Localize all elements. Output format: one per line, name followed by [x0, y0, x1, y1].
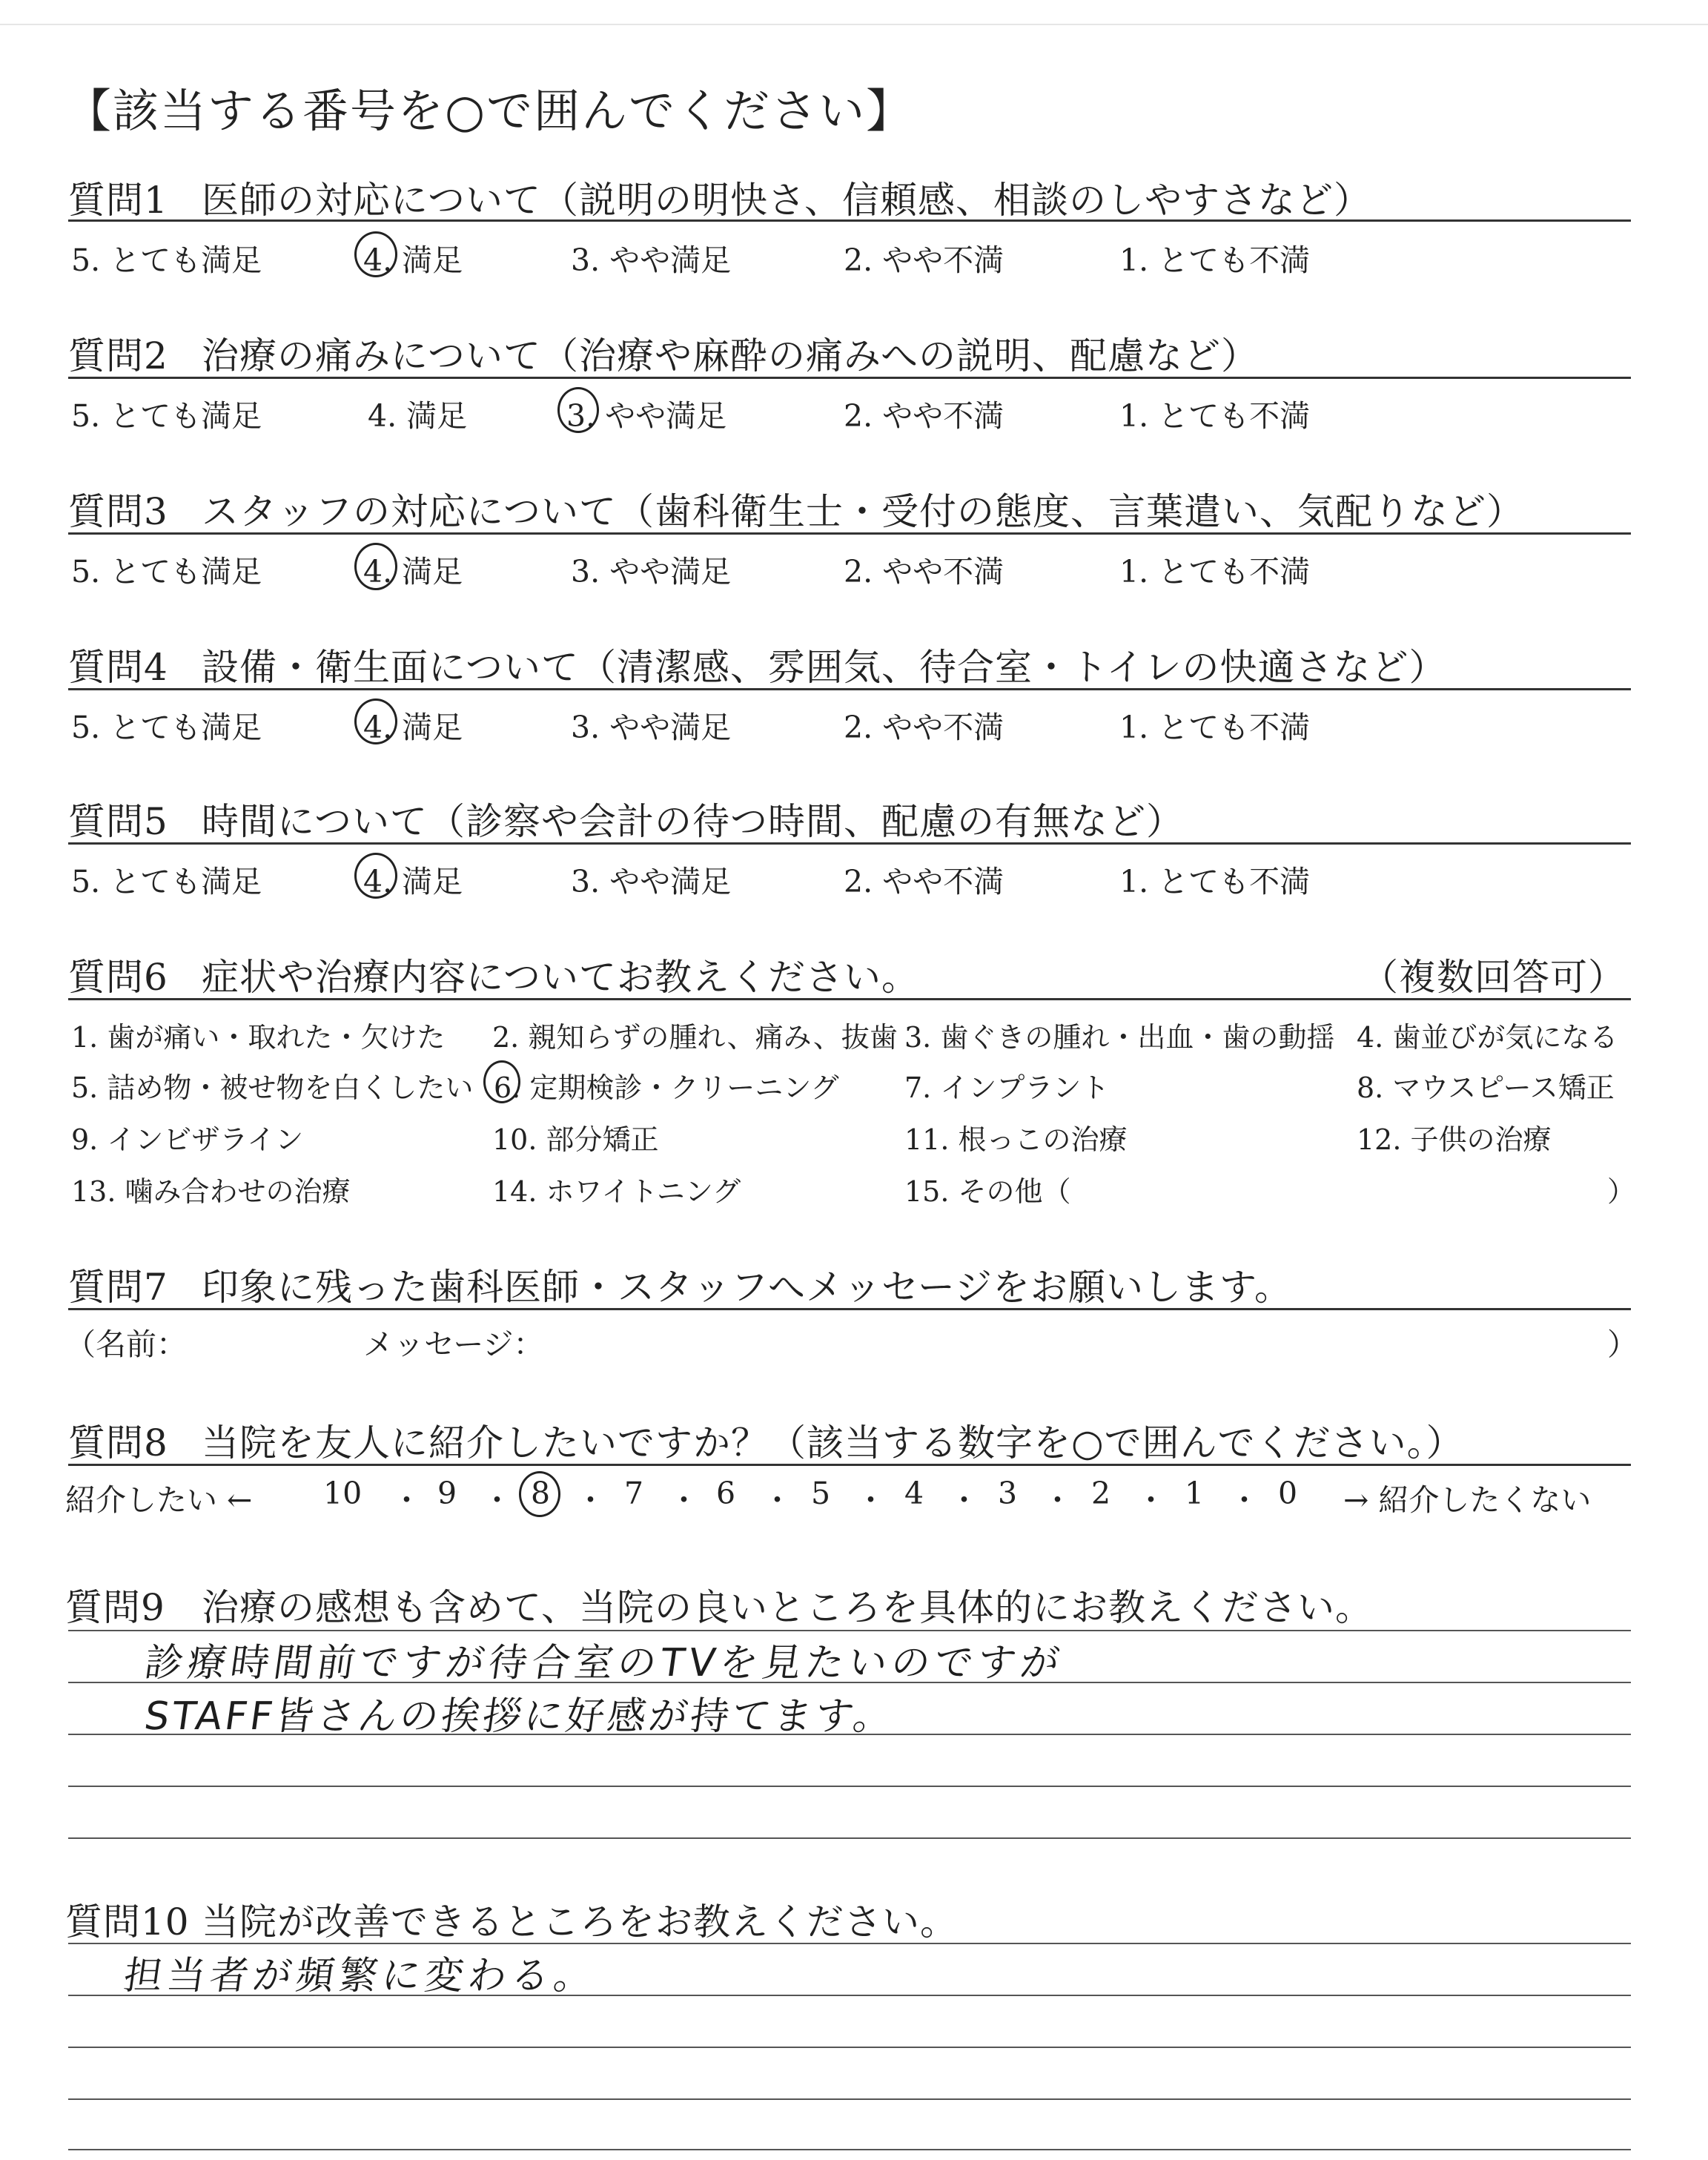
q6-option-10[interactable]: 10. 部分矯正 [492, 1123, 659, 1156]
q9-answer-line [68, 1734, 1631, 1735]
q9-handwritten-answer-2: STAFF皆さんの挨拶に好感が持てます。 [142, 1694, 898, 1739]
q3-option-2[interactable]: 2. やや不満 [844, 554, 1004, 589]
q8-sep: ・ [949, 1482, 979, 1518]
q3-option-4[interactable]: 4. 満足 [363, 554, 463, 589]
q6-option-7[interactable]: 7. インプラント [904, 1071, 1110, 1104]
q5-option-5[interactable]: 5. とても満足 [71, 864, 262, 899]
q10-answer-line [68, 2149, 1631, 2150]
q2-text: 治療の痛みについて（治療や麻酔の痛みへの説明、配慮など） [202, 334, 1259, 377]
q5-option-4[interactable]: 4. 満足 [363, 864, 463, 899]
q5-label: 質問5 [68, 800, 168, 843]
q8-sep: ・ [482, 1482, 512, 1518]
q4-option-3[interactable]: 3. やや満足 [571, 710, 732, 745]
q2-selection-circle [557, 387, 599, 433]
q6-option-6[interactable]: 6. 定期検診・クリーニング [494, 1071, 839, 1104]
q10-answer-line [68, 1995, 1631, 1996]
q4-selection-circle [354, 698, 397, 744]
q6-label: 質問6 [68, 956, 168, 999]
q4-option-5[interactable]: 5. とても満足 [71, 710, 262, 745]
q2-label: 質問2 [68, 334, 168, 377]
q1-option-1[interactable]: 1. とても不満 [1119, 242, 1311, 278]
q8-sep: ・ [762, 1482, 792, 1518]
q8-number-3[interactable]: 3 [998, 1476, 1018, 1511]
q1-selection-circle [354, 231, 397, 277]
q6-option-15[interactable]: 15. その他（ [904, 1175, 1071, 1208]
q5-option-1[interactable]: 1. とても不満 [1119, 864, 1311, 899]
q6-rule [68, 998, 1631, 1000]
q6-option-12[interactable]: 12. 子供の治療 [1357, 1123, 1552, 1156]
q10-label: 質問10 [65, 1900, 190, 1943]
q8-text: 当院を友人に紹介したいですか？（該当する数字を○で囲んでください。） [202, 1421, 1464, 1464]
q8-right-label: → 紹介したくない [1343, 1482, 1592, 1518]
q7-name-label: （名前： [65, 1327, 187, 1362]
q6-option-11[interactable]: 11. 根っこの治療 [904, 1123, 1128, 1156]
q1-label: 質問1 [68, 179, 168, 222]
form-header: 【該当する番号を○で囲んでください】 [65, 84, 914, 138]
q10-answer-line [68, 2047, 1631, 2048]
q8-sep: ・ [1042, 1482, 1073, 1518]
q3-option-5[interactable]: 5. とても満足 [71, 554, 262, 589]
q8-number-6[interactable]: 6 [716, 1476, 736, 1511]
q10-answer-line [68, 2098, 1631, 2100]
q4-text: 設備・衛生面について（清潔感、雰囲気、待合室・トイレの快適さなど） [202, 646, 1447, 689]
q8-number-0[interactable]: 0 [1278, 1476, 1298, 1511]
q7-label: 質問7 [68, 1266, 168, 1309]
q8-number-5[interactable]: 5 [811, 1476, 831, 1511]
q6-option-13[interactable]: 13. 噛み合わせの治療 [71, 1175, 351, 1208]
q8-rule [68, 1464, 1631, 1466]
q3-selection-circle [354, 543, 397, 590]
q4-rule [68, 688, 1631, 690]
q7-close: ） [1607, 1327, 1638, 1362]
q1-rule [68, 219, 1631, 222]
q3-option-1[interactable]: 1. とても不満 [1119, 554, 1311, 589]
q6-other-close: ） [1607, 1175, 1636, 1208]
q9-answer-line [68, 1837, 1631, 1839]
q8-number-7[interactable]: 7 [624, 1476, 644, 1511]
q5-option-3[interactable]: 3. やや満足 [571, 864, 732, 899]
q9-label: 質問9 [65, 1586, 165, 1629]
q6-option-14[interactable]: 14. ホワイトニング [492, 1175, 741, 1208]
q8-number-4[interactable]: 4 [904, 1476, 924, 1511]
q2-option-5[interactable]: 5. とても満足 [71, 398, 262, 434]
q2-rule [68, 377, 1631, 379]
q1-text: 医師の対応について（説明の明快さ、信頼感、相談のしやすさなど） [202, 179, 1371, 222]
q5-selection-circle [354, 853, 397, 899]
q8-number-8[interactable]: 8 [531, 1476, 551, 1511]
q9-answer-line [68, 1786, 1631, 1787]
q7-message-label: メッセージ： [363, 1327, 544, 1362]
q10-text: 当院が改善できるところをお教えください。 [202, 1900, 958, 1943]
q8-label: 質問8 [68, 1421, 168, 1464]
q6-option-3[interactable]: 3. 歯ぐきの腫れ・出血・歯の動揺 [904, 1021, 1335, 1054]
q8-number-2[interactable]: 2 [1091, 1476, 1111, 1511]
q8-left-label: 紹介したい ← [65, 1482, 253, 1518]
q3-text: スタッフの対応について（歯科衛生士・受付の態度、言葉遣い、気配りなど） [202, 490, 1524, 533]
q3-rule [68, 532, 1631, 535]
q5-rule [68, 842, 1631, 845]
q6-multiple-answers-note: （複数回答可） [1361, 956, 1626, 999]
q6-text: 症状や治療内容についてお教えください。 [202, 956, 919, 999]
q4-option-4[interactable]: 4. 満足 [363, 710, 463, 745]
q8-selection-circle [519, 1471, 560, 1517]
q6-option-4[interactable]: 4. 歯並びが気になる [1357, 1021, 1618, 1054]
q2-option-4[interactable]: 4. 満足 [368, 398, 468, 434]
q3-label: 質問3 [68, 490, 168, 533]
q9-answer-line [68, 1682, 1631, 1683]
q5-option-2[interactable]: 2. やや不満 [844, 864, 1004, 899]
q10-handwritten-answer-1: 担当者が頻繁に変わる。 [121, 1954, 600, 1998]
q8-number-10[interactable]: 10 [323, 1476, 363, 1511]
q2-option-1[interactable]: 1. とても不満 [1119, 398, 1311, 434]
q9-text: 治療の感想も含めて、当院の良いところを具体的にお教えください。 [202, 1586, 1373, 1629]
q8-sep: ・ [1229, 1482, 1260, 1518]
q6-option-9[interactable]: 9. インビザライン [71, 1123, 304, 1156]
q6-option-2[interactable]: 2. 親知らずの腫れ、痛み、抜歯 [492, 1021, 898, 1054]
q8-sep: ・ [575, 1482, 606, 1518]
q2-option-3[interactable]: 3. やや満足 [566, 398, 727, 434]
q4-label: 質問4 [68, 646, 168, 689]
q8-sep: ・ [1136, 1482, 1166, 1518]
q5-text: 時間について（診察や会計の待つ時間、配慮の有無など） [202, 800, 1184, 843]
q8-sep: ・ [391, 1482, 422, 1518]
q1-option-3[interactable]: 3. やや満足 [571, 242, 732, 278]
page-top-edge [0, 24, 1708, 25]
q6-option-8[interactable]: 8. マウスピース矯正 [1357, 1071, 1615, 1104]
q2-option-2[interactable]: 2. やや不満 [844, 398, 1004, 434]
q1-option-4[interactable]: 4. 満足 [363, 242, 463, 278]
q8-number-9[interactable]: 9 [437, 1476, 457, 1511]
q1-option-2[interactable]: 2. やや不満 [844, 242, 1004, 278]
q6-option-5[interactable]: 5. 詰め物・被せ物を白くしたい [71, 1071, 474, 1104]
q8-sep: ・ [855, 1482, 886, 1518]
q9-handwritten-answer-1: 診療時間前ですが待合室のTVを見たいのですが [142, 1641, 1067, 1685]
q1-option-5[interactable]: 5. とても満足 [71, 242, 262, 278]
q8-number-1[interactable]: 1 [1185, 1476, 1205, 1511]
q8-sep: ・ [669, 1482, 699, 1518]
q6-option-1[interactable]: 1. 歯が痛い・取れた・欠けた [71, 1021, 446, 1054]
q4-option-2[interactable]: 2. やや不満 [844, 710, 1004, 745]
q7-rule [68, 1308, 1631, 1310]
q6-selection-circle [483, 1060, 520, 1103]
q4-option-1[interactable]: 1. とても不満 [1119, 710, 1311, 745]
q7-text: 印象に残った歯科医師・スタッフへメッセージをお願いします。 [202, 1266, 1292, 1309]
q3-option-3[interactable]: 3. やや満足 [571, 554, 732, 589]
